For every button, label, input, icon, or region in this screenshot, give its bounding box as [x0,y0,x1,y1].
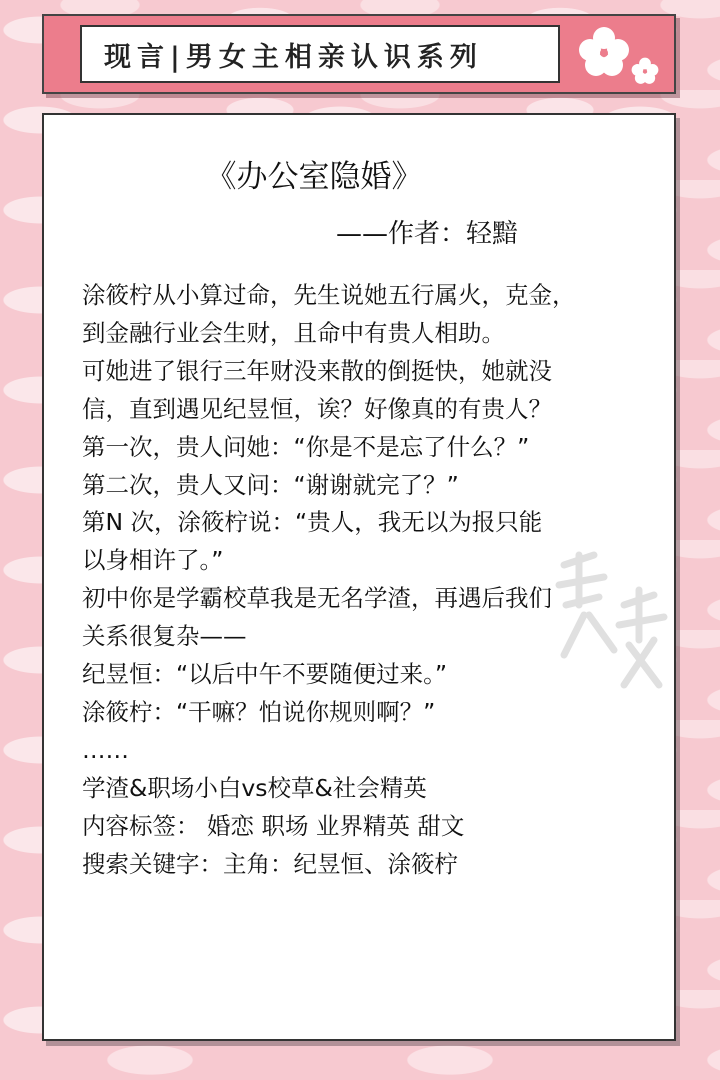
header-banner [42,14,676,94]
book-title: 《办公室隐婚》 [205,159,423,195]
synopsis-line: 涂筱柠：“干嘛？怕说你规则啊？” [82,697,436,726]
watermark-stamp-icon [544,545,674,695]
synopsis-line: 第二次，贵人又问：“谢谢就完了？” [82,470,459,499]
synopsis-line: 初中你是学霸校草我是无名学渣，再遇后我们 [82,584,552,613]
synopsis-line: 第一次，贵人问她：“你是不是忘了什么？” [82,432,530,461]
synopsis-line: …… [82,735,129,764]
synopsis-line: 可她进了银行三年财没来散的倒挺快，她就没 [82,356,552,385]
synopsis-line: 信，直到遇见纪昱恒，诶？好像真的有贵人？ [82,394,552,423]
header-title-box [80,25,560,83]
synopsis-line: 纪昱恒：“以后中午不要随便过来。” [82,660,448,689]
small-flower-icon [630,56,660,86]
synopsis-line: 搜索关键字：主角：纪昱恒、涂筱柠 [82,849,458,878]
synopsis-line: 关系很复杂—— [82,622,247,651]
flower-icon [576,24,632,80]
synopsis-line: 第N 次，涂筱柠说：“贵人，我无以为报只能 [82,508,543,537]
synopsis-line: 涂筱柠从小算过命，先生说她五行属火，克金， [82,281,576,309]
synopsis-line: 学渣&职场小白vs校草&社会精英 [82,773,427,802]
synopsis-line: 到金融行业会生财，且命中有贵人相助。 [82,318,505,347]
synopsis-card [42,113,676,1041]
synopsis-line: 内容标签： 婚恋 职场 业界精英 甜文 [82,811,465,840]
book-author: ——作者：轻黯 [336,219,519,249]
synopsis-line: 以身相许了。” [82,546,224,575]
header-title: 现言|男女主相亲认识系列 [104,41,483,73]
